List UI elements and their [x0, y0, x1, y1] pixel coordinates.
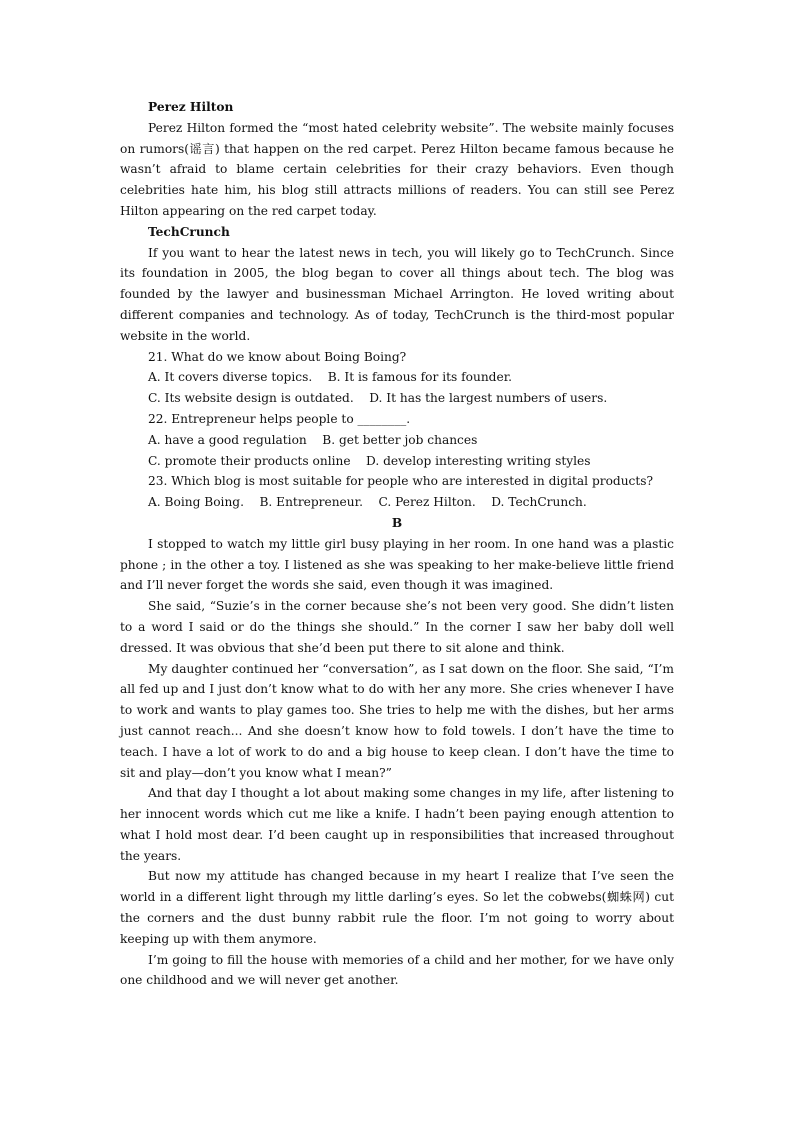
- exam-page: [120, 97, 674, 991]
- section-text-perez-hilton: Perez Hilton formed the “most hated celebrity website”. The website mainly focuses on rumors(谣言) that happen on the red carpet. Perez Hilton became famous because he wasn’t afraid to blame certain celebrities for their crazy behaviors. Even though celebrities hate him, his blog still attracts millions of readers. You can still see Perez Hilton appearing on the red carpet today.: [120, 120, 674, 218]
- question-21-options-line-1: A. It covers diverse topics. B. It is famous for its founder.: [148, 370, 513, 385]
- passage-b-paragraph: I’m going to fill the house with memories of a child and her mother, for we have only one childhood and we will never get another.: [120, 952, 674, 988]
- question-22-options-line-2: C. promote their products online D. develop interesting writing styles: [148, 453, 591, 468]
- passage-b-heading: B: [391, 515, 403, 530]
- passage-b-paragraph: She said, “Suzie’s in the corner because she’s not been very good. She didn’t listen to a word I said or do the things she should.” In the corner I saw her baby doll well dressed. It was obvious that she’d been put there to sit alone and think.: [120, 599, 674, 655]
- question-21-stem: 21. What do we know about Boing Boing?: [148, 349, 407, 364]
- section-title-techcrunch: TechCrunch: [148, 224, 230, 239]
- question-23-stem: 23. Which blog is most suitable for people who are interested in digital products?: [148, 474, 654, 489]
- section-text-techcrunch: If you want to hear the latest news in tech, you will likely go to TechCrunch. Since its foundation in 2005, the blog began to cover all things about tech. The blog was founded by the lawyer and businessman Michael Arrington. He loved writing about different companies and technology. As of today, TechCrunch is the third-most popular website in the world.: [120, 245, 674, 343]
- passage-b-paragraph: I stopped to watch my little girl busy playing in her room. In one hand was a plastic phone ; in the other a toy. I listened as she was speaking to her make-believe little friend and I’ll never forget the words she said, even though it was imagined.: [120, 536, 674, 593]
- question-22-options-line-1: A. have a good regulation B. get better job chances: [148, 432, 478, 447]
- question-23-options-line-1: A. Boing Boing. B. Entrepreneur. C. Perez Hilton. D. TechCrunch.: [148, 495, 587, 510]
- question-21-options-line-2: C. Its website design is outdated. D. It has the largest numbers of users.: [148, 391, 608, 406]
- passage-b-paragraph: But now my attitude has changed because in my heart I realize that I’ve seen the world in a different light through my little darling’s eyes. So let the cobwebs(蜘蛛网) cut the corners and the dust bunny rabbit rule the floor. I’m not going to worry about keeping up with them anymore.: [120, 869, 674, 946]
- question-22-stem: 22. Entrepreneur helps people to ________.: [148, 411, 411, 426]
- passage-b-paragraph: My daughter continued her “conversation”, as I sat down on the floor. She said, “I’m all fed up and I just don’t know what to do with her any more. She cries whenever I have to work and wants to play games too. She tries to help me with the dishes, but her arms just cannot reach... And she doesn’t know how to fold towels. I don’t have the time to teach. I have a lot of work to do and a big house to keep clean. I don’t have the time to sit and play—don’t you know what I mean?”: [120, 661, 674, 780]
- section-title-perez-hilton: Perez Hilton: [148, 100, 234, 114]
- passage-b-paragraph: And that day I thought a lot about making some changes in my life, after listening to her innocent words which cut me like a knife. I hadn’t been paying enough attention to what I hold most dear. I’d been caught up in responsibilities that increased throughout the years.: [120, 786, 674, 863]
